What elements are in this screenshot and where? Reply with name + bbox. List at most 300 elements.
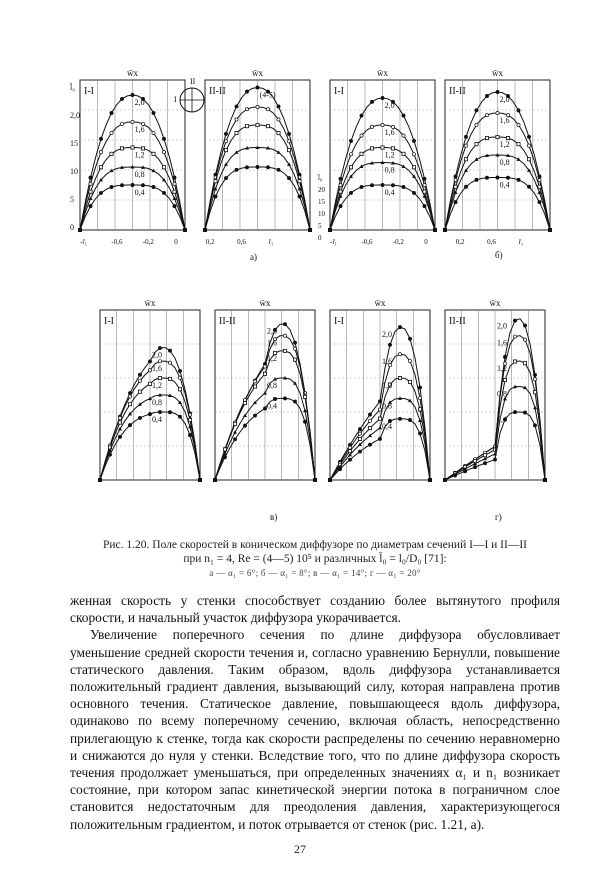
data-point — [391, 184, 394, 187]
data-point — [475, 123, 478, 126]
data-point — [339, 184, 342, 187]
data-point — [243, 402, 246, 405]
data-point — [523, 324, 526, 327]
section-label: I-I — [334, 316, 344, 327]
data-point — [412, 139, 415, 142]
data-point — [475, 109, 478, 112]
w-axis-label: w̄x — [492, 68, 503, 78]
data-point — [349, 139, 352, 142]
curve-label: 1,2 — [382, 381, 392, 390]
data-point — [138, 379, 141, 382]
inset-label-II: II — [190, 77, 196, 86]
w-axis-label: w̄x — [252, 68, 263, 78]
curve-label: 2,8 — [267, 326, 277, 336]
data-point — [158, 410, 161, 413]
data-point — [381, 96, 384, 99]
data-point — [408, 359, 411, 362]
page-number: 27 — [294, 842, 306, 856]
w-axis-label: w̄x — [489, 298, 501, 308]
data-point — [388, 343, 391, 346]
data-point — [118, 416, 121, 419]
data-point — [378, 417, 381, 420]
data-point — [128, 403, 131, 406]
data-point — [360, 185, 363, 188]
data-point — [368, 443, 371, 446]
data-point — [131, 120, 134, 123]
data-point — [475, 178, 478, 181]
data-point — [283, 334, 286, 337]
data-point — [235, 168, 238, 171]
data-point — [418, 408, 421, 411]
data-point — [138, 390, 141, 393]
data-point — [358, 427, 361, 430]
curve-label: 1,6 — [384, 128, 395, 137]
data-point — [245, 108, 248, 111]
data-point — [454, 200, 457, 203]
data-point — [266, 125, 269, 128]
data-point — [89, 190, 92, 193]
curve-label: 1,2 — [497, 364, 507, 373]
data-point — [543, 478, 546, 481]
data-point — [339, 204, 342, 207]
section-label: II-II — [449, 316, 466, 327]
data-point — [338, 468, 341, 471]
data-point — [298, 195, 301, 198]
caption-line-3: а — α₁ = 6°; б — α₁ = 8°; в — α₁ = 14°; г — α₁ = 20° — [209, 568, 421, 578]
curve-label: 0,8 — [384, 165, 395, 175]
data-point — [131, 146, 134, 149]
data-point — [173, 182, 176, 185]
data-point — [128, 423, 131, 426]
data-point — [188, 434, 191, 437]
sub-label-v: в) — [270, 512, 278, 522]
data-point — [433, 228, 436, 231]
data-point — [263, 391, 267, 395]
data-point — [168, 377, 171, 380]
left-axis-label: 2,0 — [70, 111, 80, 120]
data-point — [423, 204, 426, 207]
data-point — [368, 427, 371, 430]
data-point — [178, 376, 181, 379]
data-point — [183, 228, 186, 231]
data-point — [89, 204, 92, 207]
data-point — [368, 413, 371, 416]
data-point — [178, 415, 181, 418]
data-point — [328, 228, 331, 231]
x-axis-label: -r̄₁ — [330, 238, 338, 246]
x-axis-label: 0,2 — [205, 238, 215, 246]
curve-label: 2,0 — [134, 98, 145, 107]
data-point — [293, 358, 296, 361]
left-axis-label: 15 — [70, 139, 78, 148]
panel-bottom-3 — [443, 298, 547, 482]
curve-label: 0,4 — [267, 401, 277, 411]
data-point — [348, 446, 351, 449]
data-point — [464, 135, 467, 138]
data-point — [370, 125, 373, 128]
paragraph-2: Увеличение поперечного сечения по длине диффузора обусловливает уменьшение средней скорости течения и, согласно уравнению Бернулли, повышение статического давления. Таким образом, вдоль диффузора устанавливается положительный градиент давления, вызывающий силу, которая направлена против основного течения. Статическое давление, повышающееся вдоль диффузора, одинаково по всему поперечному сечению, включая область, непосредственно прилегающую к стенке, тогда как скорости распределены по сечению неравномерно и снижаются до нуля у стенки. Вследствие того, что по длине диффузора скорость течения продолжает уменьшаться, при определенных значениях α₁ и n₁ возникает состояние, при котором запас кинетической энергии потока в пограничном слое становится недостаточным для преодоления давления, характеризующегося положительным градиентом, и поток отрывается от стенок (рис. 1.21, а). — [70, 627, 560, 832]
data-point — [152, 111, 155, 114]
curve-label: 1,6 — [382, 357, 392, 367]
data-point — [108, 453, 111, 456]
data-point — [162, 151, 165, 154]
data-point — [412, 191, 415, 194]
section-label: II-II — [449, 86, 466, 97]
data-point — [131, 183, 134, 186]
data-point — [493, 458, 496, 461]
data-point — [473, 465, 476, 468]
curve-label: 2,0 — [382, 330, 392, 339]
data-point — [138, 373, 141, 376]
data-point — [358, 432, 361, 435]
data-point — [245, 90, 248, 93]
bottom-row-panels — [98, 298, 547, 482]
section-label: II-II — [219, 316, 236, 327]
left-axis-label: 0 — [70, 223, 74, 232]
caption-line-1: Рис. 1.20. Поле скоростей в коническом диффузоре по диаметрам сечений I—I и II—II — [102, 539, 527, 551]
mid-axis-label: l̄₀ — [318, 174, 323, 182]
data-point — [256, 123, 259, 126]
x-axis-label: 0,6 — [237, 238, 246, 246]
data-point — [138, 416, 141, 419]
data-point — [463, 470, 466, 473]
data-point — [370, 147, 373, 150]
data-point — [496, 111, 499, 114]
caption-line-2: при n₁ = 4, Re = (4—5) 10⁵ и различных l̄₀ = l₀/D₀ [71]: — [183, 553, 447, 565]
data-point — [158, 360, 161, 363]
mid-axis-label: 10 — [318, 210, 325, 218]
curve-label: 0,8 — [382, 401, 392, 411]
data-point — [233, 430, 237, 434]
curve-label: 1,6 — [497, 338, 507, 348]
data-point — [523, 362, 526, 365]
data-point — [283, 349, 286, 352]
data-point — [110, 185, 113, 188]
data-point — [360, 134, 363, 137]
data-point — [423, 184, 426, 187]
data-point — [256, 105, 259, 108]
x-axis-label: -0,6 — [111, 238, 123, 246]
mid-axis-label: 0 — [318, 234, 322, 242]
data-point — [293, 341, 296, 344]
data-point — [348, 458, 351, 461]
data-point — [224, 149, 227, 152]
data-point — [408, 418, 411, 421]
curve-label: 0,4 — [152, 415, 162, 424]
data-point — [235, 105, 238, 108]
data-point — [266, 108, 269, 111]
figure-labels — [70, 77, 523, 522]
data-point — [152, 185, 155, 188]
figure-1-20 — [70, 60, 560, 530]
data-point — [283, 397, 286, 400]
data-point — [118, 435, 121, 438]
data-point — [349, 166, 352, 169]
data-point — [527, 185, 530, 188]
data-point — [453, 474, 456, 477]
data-point — [293, 400, 296, 403]
panel-top-3 — [443, 68, 552, 232]
data-point — [533, 391, 536, 394]
data-point — [308, 228, 311, 231]
data-point — [485, 94, 488, 97]
data-point — [78, 228, 81, 231]
curve-label: 1,2 — [152, 381, 162, 390]
x-axis-label: -0,2 — [392, 238, 404, 246]
data-point — [517, 178, 520, 181]
data-point — [418, 396, 421, 399]
data-point — [418, 386, 421, 389]
x-axis-label: -0,6 — [361, 238, 373, 246]
data-point — [506, 176, 509, 179]
data-point — [464, 158, 467, 161]
x-axis-label: 0 — [174, 238, 178, 246]
data-point — [402, 114, 405, 117]
curve-label: 1,2 — [384, 150, 395, 160]
data-point — [503, 378, 506, 381]
left-axis-label: 10 — [70, 167, 78, 176]
data-point — [287, 176, 290, 179]
data-point — [98, 478, 101, 481]
data-point — [277, 168, 280, 171]
data-point — [224, 132, 227, 135]
data-point — [198, 478, 201, 481]
data-point — [548, 228, 551, 231]
data-point — [120, 122, 123, 125]
data-point — [485, 176, 488, 179]
data-point — [428, 478, 431, 481]
curve-label: 1,6 — [152, 364, 162, 373]
data-point — [158, 346, 161, 349]
data-point — [523, 338, 526, 341]
inset-label-I: I — [174, 95, 177, 104]
data-point — [173, 190, 176, 193]
data-point — [235, 131, 238, 134]
data-point — [358, 450, 361, 453]
data-point — [245, 125, 248, 128]
panel-top-0 — [78, 68, 187, 232]
data-point — [224, 176, 227, 179]
data-point — [348, 450, 351, 453]
data-point — [513, 360, 516, 363]
data-point — [277, 118, 280, 121]
data-point — [245, 166, 248, 169]
data-point — [298, 180, 301, 183]
data-point — [110, 111, 113, 114]
data-point — [277, 131, 280, 134]
data-point — [99, 191, 102, 194]
panel-bottom-1 — [213, 298, 317, 482]
section-label: I-I — [334, 86, 344, 97]
curve-label: 0,8 — [497, 389, 507, 399]
data-point — [203, 228, 206, 231]
x-axis-label: 0,2 — [455, 238, 465, 246]
x-axis-label: -r̄₁ — [80, 238, 88, 246]
curve-label: 1,6 — [499, 116, 510, 125]
data-point — [168, 411, 171, 414]
data-point — [398, 376, 401, 379]
w-axis-label: w̄x — [127, 68, 138, 78]
data-point — [398, 353, 401, 356]
data-point — [273, 397, 276, 400]
data-point — [443, 478, 446, 481]
data-point — [513, 319, 516, 322]
data-point — [162, 166, 165, 169]
data-point — [412, 153, 415, 156]
data-point — [120, 184, 123, 187]
w-axis-label: w̄x — [377, 68, 388, 78]
curve-label: 0,4 — [497, 415, 507, 424]
section-label: I-I — [84, 86, 94, 97]
data-point — [293, 347, 296, 350]
data-point — [538, 200, 541, 203]
data-point — [412, 166, 415, 169]
data-point — [402, 134, 405, 137]
data-point — [533, 424, 536, 427]
data-point — [370, 100, 373, 103]
data-point — [402, 152, 405, 155]
curve-label: 2,0 — [499, 95, 510, 104]
data-point — [266, 166, 269, 169]
curve-label: 0,4 — [384, 188, 395, 197]
curve-label: 0,4 — [499, 180, 510, 190]
sub-label-a: а) — [250, 252, 257, 262]
data-point — [483, 462, 486, 465]
panel-bottom-0 — [98, 298, 202, 482]
curve-label: 2,0 — [384, 101, 395, 110]
data-point — [214, 180, 217, 183]
body-text — [70, 592, 560, 833]
curve-label: 1,2 — [499, 140, 510, 149]
data-point — [454, 185, 457, 188]
data-point — [538, 178, 541, 181]
data-point — [378, 437, 381, 440]
panel-top-2 — [328, 68, 437, 232]
figure-graphic — [70, 60, 560, 530]
data-point — [443, 228, 446, 231]
data-point — [513, 335, 516, 338]
data-point — [162, 191, 165, 194]
data-point — [533, 406, 537, 410]
data-point — [233, 422, 236, 425]
curve-label: 1,6 — [267, 338, 277, 348]
data-point — [464, 185, 467, 188]
data-point — [253, 414, 256, 417]
data-point — [173, 204, 176, 207]
x-axis-label: r̄₁ — [518, 238, 524, 246]
sub-label-g: г) — [495, 512, 502, 522]
x-axis-label: -0,2 — [142, 238, 154, 246]
data-point — [287, 132, 290, 135]
data-point — [303, 395, 306, 398]
mid-axis-label: 20 — [318, 186, 325, 194]
data-point — [485, 113, 488, 116]
data-point — [464, 144, 467, 147]
section-label: I-I — [104, 316, 114, 327]
panel-bottom-2 — [328, 298, 432, 482]
data-point — [131, 93, 134, 96]
data-point — [287, 149, 290, 152]
data-point — [517, 143, 520, 146]
data-point — [152, 131, 155, 134]
w-axis-label: w̄x — [144, 298, 156, 308]
data-point — [381, 183, 384, 186]
data-point — [349, 153, 352, 156]
data-point — [253, 380, 256, 383]
data-point — [527, 135, 530, 138]
data-point — [313, 478, 316, 481]
data-point — [349, 191, 352, 194]
data-point — [398, 417, 401, 420]
data-point — [517, 109, 520, 112]
curve-label: 0,8 — [499, 158, 510, 167]
data-point — [485, 136, 488, 139]
curve-label: 2,0 — [152, 350, 162, 360]
data-point — [235, 118, 238, 121]
data-point — [110, 152, 113, 155]
curve-label: 0,8 — [267, 381, 277, 390]
data-point — [496, 90, 499, 93]
data-point — [454, 178, 457, 181]
data-point — [99, 137, 102, 140]
data-point — [213, 478, 216, 481]
data-point — [368, 419, 371, 422]
data-point — [178, 369, 181, 372]
data-point — [89, 182, 92, 185]
curve-label: 0,8 — [152, 398, 162, 407]
data-point — [243, 424, 246, 427]
data-point — [99, 151, 102, 154]
data-point — [141, 184, 144, 187]
data-point — [152, 152, 155, 155]
figure-caption — [70, 538, 560, 580]
w-axis-label: w̄x — [374, 298, 386, 308]
data-point — [168, 361, 171, 364]
data-point — [358, 437, 361, 440]
data-point — [263, 372, 266, 375]
curve-label: 1,2 — [267, 353, 277, 363]
data-point — [233, 438, 236, 441]
paragraph-1: женная скорость у стенки способствует созданию более вытянутого профиля скорости, и начальный участок диффузора укорачивается. — [70, 593, 560, 626]
data-point — [496, 176, 499, 179]
mid-axis-label: 5 — [318, 222, 322, 230]
data-point — [533, 378, 536, 381]
panel-top-1 — [203, 68, 312, 232]
curve-label: 0,4 — [134, 188, 145, 197]
data-point — [523, 411, 526, 414]
curve-label: 1,2 — [134, 150, 145, 160]
data-point — [256, 165, 259, 168]
curve-label: (4-5) — [259, 90, 276, 100]
data-point — [120, 147, 123, 150]
data-point — [148, 360, 151, 363]
sub-label-b: б) — [495, 250, 503, 260]
data-point — [224, 140, 227, 143]
data-point — [188, 418, 191, 421]
left-axis-label: 5 — [70, 195, 74, 204]
data-point — [527, 144, 530, 147]
data-point — [370, 184, 373, 187]
data-point — [475, 143, 478, 146]
x-axis-label: r̄₁ — [268, 238, 274, 246]
curve-label: 1,6 — [134, 125, 145, 134]
top-row-panels — [78, 68, 552, 232]
data-point — [513, 410, 516, 413]
section-label: II-II — [209, 86, 226, 97]
w-axis-label: w̄x — [259, 298, 271, 308]
data-point — [158, 377, 161, 380]
data-point — [277, 105, 280, 108]
